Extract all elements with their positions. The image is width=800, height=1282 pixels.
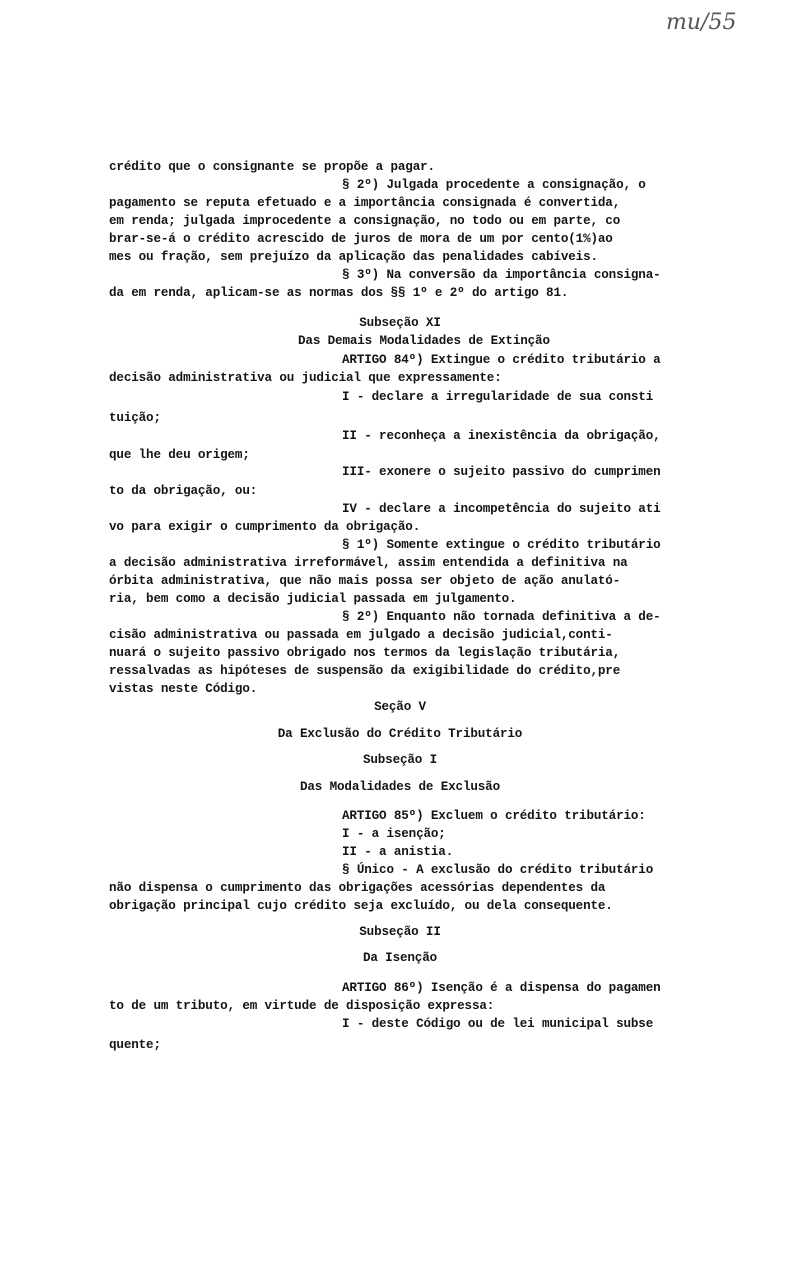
text-line: órbita administrativa, que não mais possa ser objeto de ação anulató- <box>109 574 621 588</box>
article-line: ARTIGO 86º) Isenção é a dispensa do pagamen <box>342 981 661 995</box>
text-line: § 2º) Enquanto não tornada definitiva a de- <box>342 610 661 624</box>
text-line: decisão administrativa ou judicial que expressamente: <box>109 371 502 385</box>
text-line: vo para exigir o cumprimento da obrigação. <box>109 520 421 534</box>
text-line: quente; <box>109 1038 161 1052</box>
text-line: ressalvadas as hipóteses de suspensão da exigibilidade do crédito,pre <box>109 664 621 678</box>
text-line: crédito que o consignante se propõe a pagar. <box>109 160 435 174</box>
text-line: § 3º) Na conversão da importância consigna- <box>342 268 661 282</box>
article-line: ARTIGO 84º) Extingue o crédito tributário a <box>342 353 661 367</box>
text-line: II - reconheça a inexistência da obrigação, <box>342 429 661 443</box>
text-line: brar-se-á o crédito acrescido de juros de mora de um por cento(1%)ao <box>109 232 613 246</box>
section-heading: Subseção XI <box>359 316 441 330</box>
text-line: II - a anistia. <box>342 845 454 859</box>
text-line: mes ou fração, sem prejuízo da aplicação das penalidades cabíveis. <box>109 250 598 264</box>
text-line: to de um tributo, em virtude de disposição expressa: <box>109 999 495 1013</box>
text-line: I - deste Código ou de lei municipal subse <box>342 1017 654 1031</box>
article-line: ARTIGO 85º) Excluem o crédito tributário: <box>342 809 646 823</box>
text-line: em renda; julgada improcedente a consignação, no todo ou em parte, co <box>109 214 621 228</box>
section-heading: Subseção II <box>359 925 441 939</box>
section-heading: Das Demais Modalidades de Extinção <box>298 334 550 348</box>
text-line: III- exonere o sujeito passivo do cumprimen <box>342 465 661 479</box>
section-heading: Da Isenção <box>362 951 438 965</box>
text-line: IV - declare a incompetência do sujeito ati <box>342 502 661 516</box>
section-heading: Subseção I <box>362 753 438 767</box>
text-line: cisão administrativa ou passada em julgado a decisão judicial,conti- <box>109 628 613 642</box>
text-line: obrigação principal cujo crédito seja excluído, ou dela consequente. <box>109 899 613 913</box>
text-line: não dispensa o cumprimento das obrigações acessórias dependentes da <box>109 881 606 895</box>
text-line: to da obrigação, ou: <box>109 484 258 498</box>
text-line: a decisão administrativa irreformável, assim entendida a definitiva na <box>109 556 628 570</box>
section-heading: Da Exclusão do Crédito Tributário <box>277 727 523 741</box>
text-line: I - a isenção; <box>342 827 446 841</box>
text-line: I - declare a irregularidade de sua consti <box>342 390 654 404</box>
handwritten-page-mark: mu/55 <box>666 10 737 35</box>
text-line: pagamento se reputa efetuado e a importância consignada é convertida, <box>109 196 621 210</box>
text-line: que lhe deu origem; <box>109 448 250 462</box>
text-line: vistas neste Código. <box>109 682 258 696</box>
text-line: ria, bem como a decisão judicial passada em julgamento. <box>109 592 517 606</box>
text-line: nuará o sujeito passivo obrigado nos termos da legislação tributária, <box>109 646 621 660</box>
text-line: tuição; <box>109 411 161 425</box>
text-line: § Único - A exclusão do crédito tributário <box>342 863 654 877</box>
text-line: da em renda, aplicam-se as normas dos §§ 1º e 2º do artigo 81. <box>109 286 569 300</box>
section-heading: Seção V <box>374 700 426 714</box>
text-line: § 2º) Julgada procedente a consignação, o <box>342 178 646 192</box>
section-heading: Das Modalidades de Exclusão <box>299 780 500 794</box>
text-line: § 1º) Somente extingue o crédito tributário <box>342 538 661 552</box>
